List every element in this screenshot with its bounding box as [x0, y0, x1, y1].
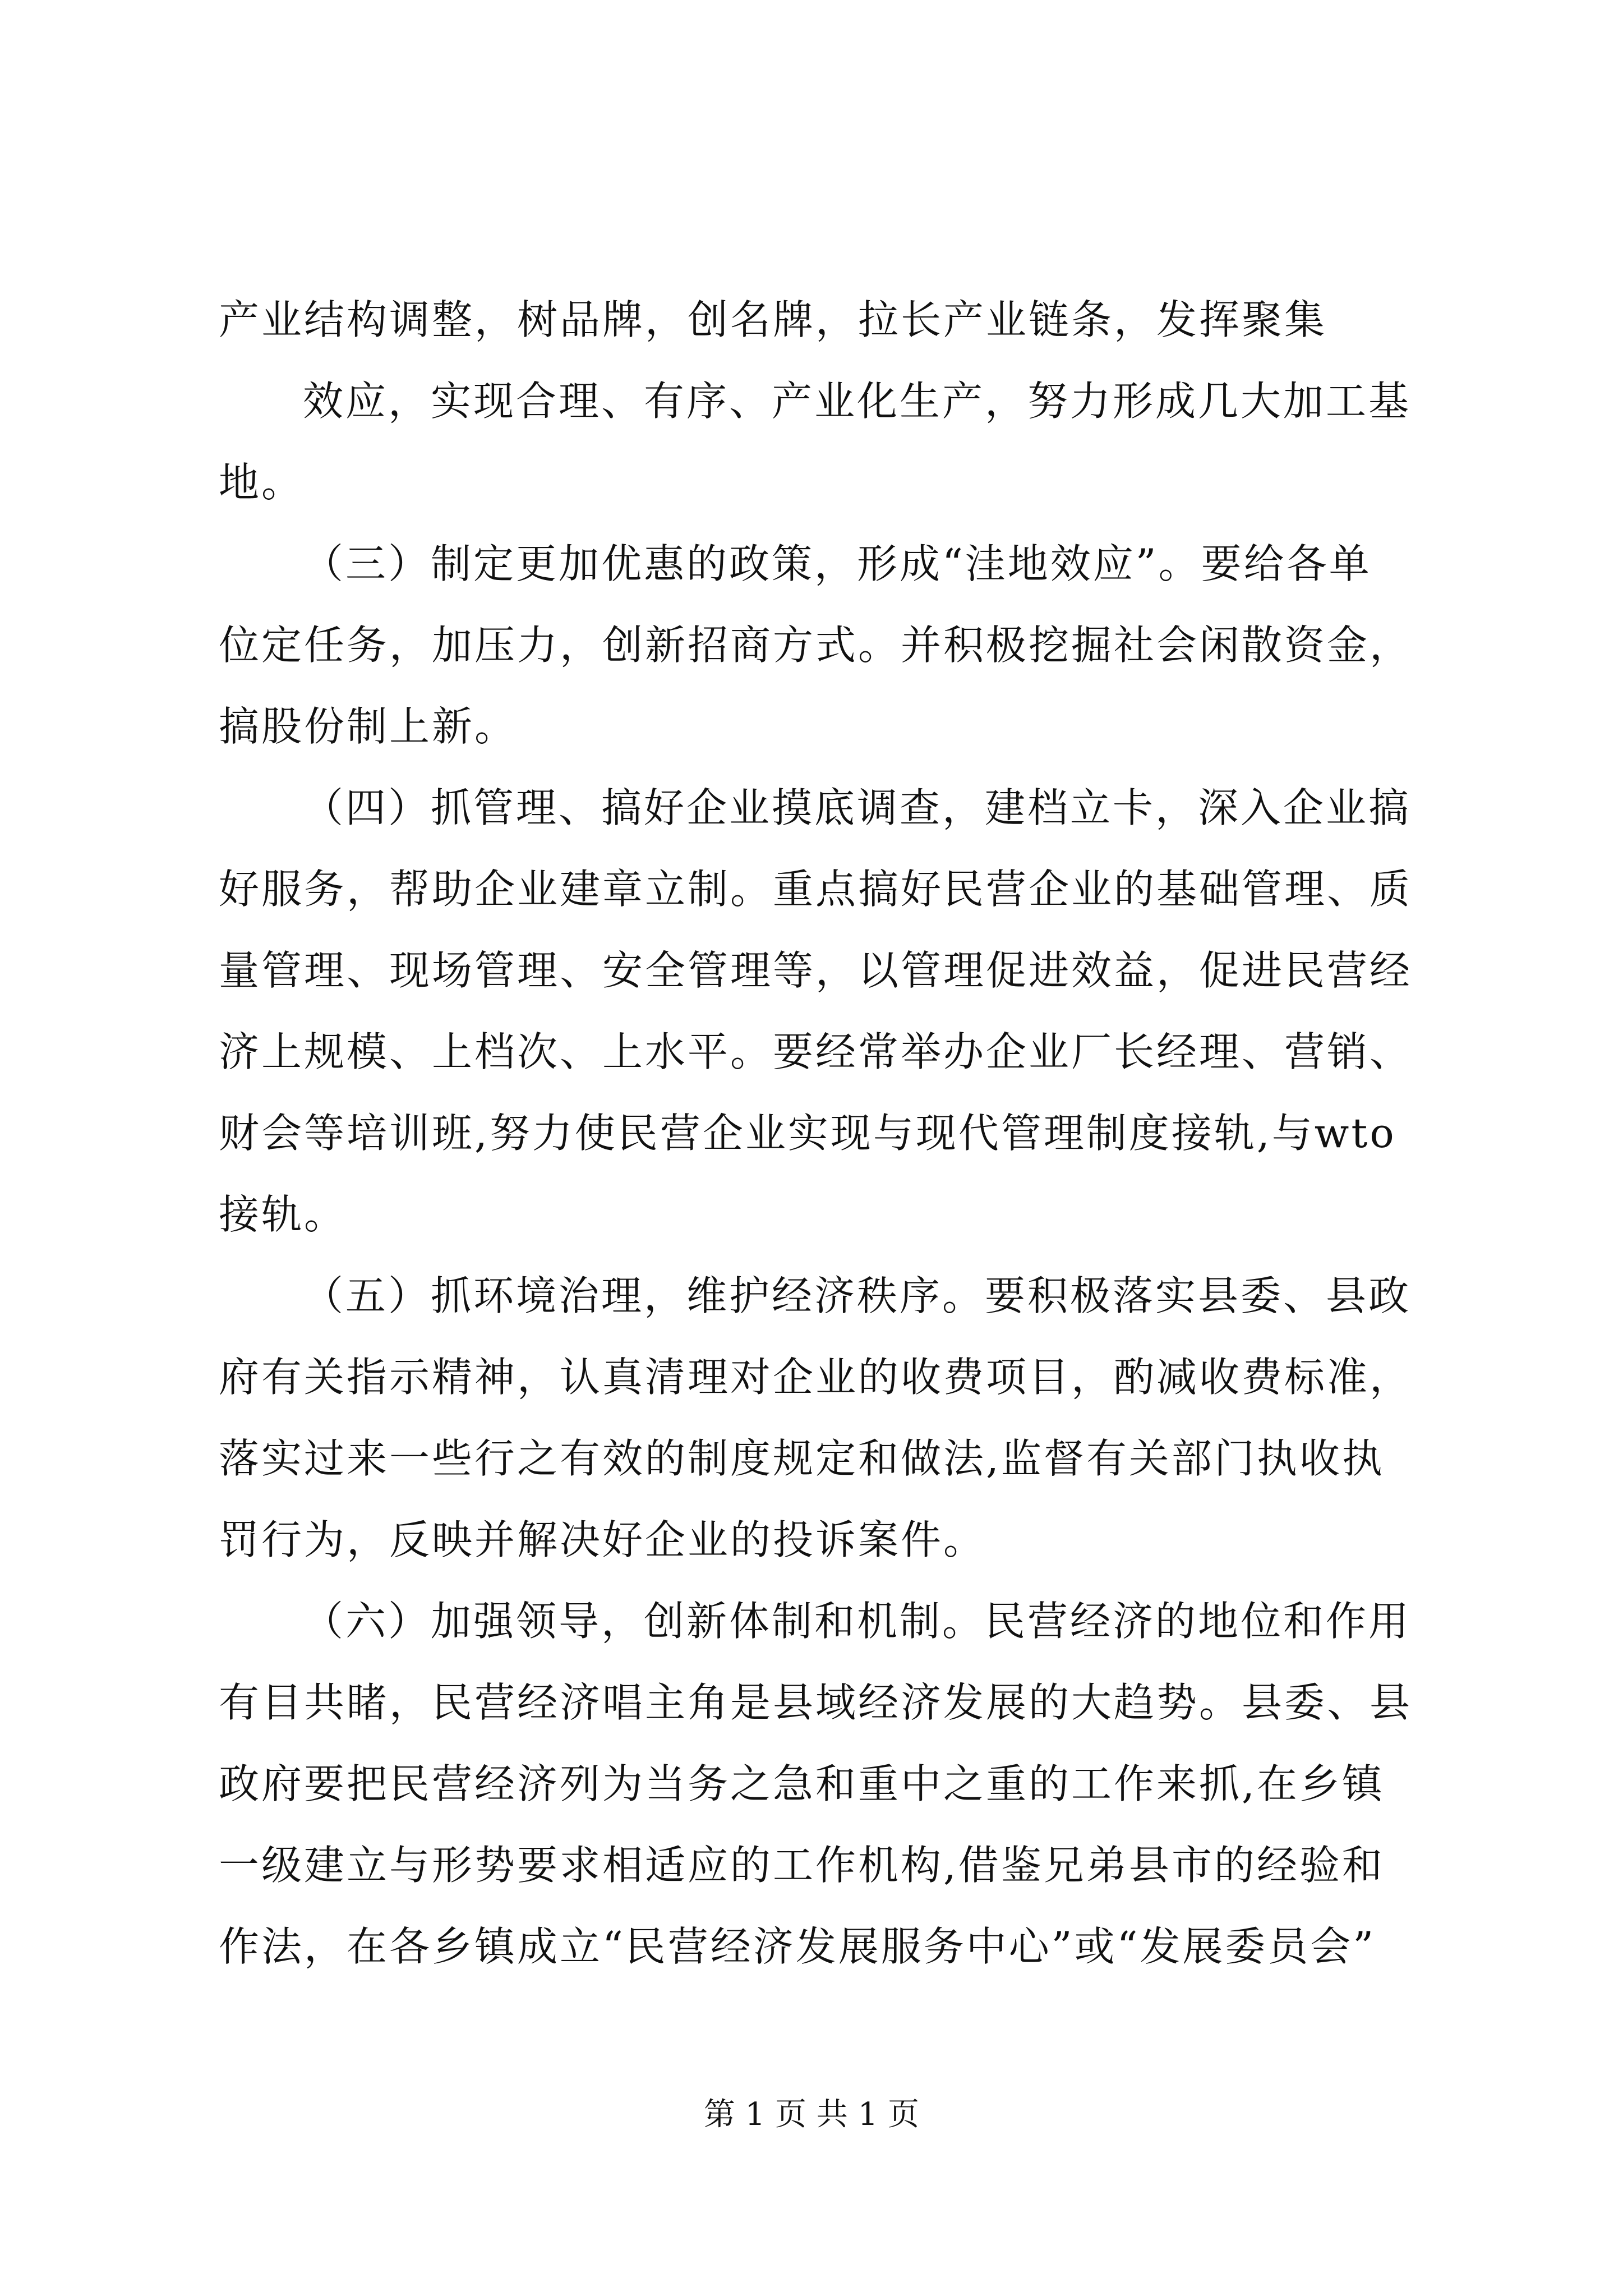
text-line: 产业结构调整，树品牌，创名牌，拉长产业链条，发挥聚集 — [219, 296, 1327, 343]
text-line: 作法，在各乡镇成立“民营经济发展服务中心”或“发展委员会” — [219, 1923, 1376, 1970]
text-line: 罚行为，反映并解决好企业的投诉案件。 — [219, 1516, 986, 1563]
text-line: 落实过来一些行之有效的制度规定和做法,监督有关部门执收执 — [219, 1435, 1385, 1482]
text-line: 地。 — [219, 459, 305, 506]
text-line: （五）抓环境治理，维护经济秩序。要积极落实县委、县政 — [303, 1272, 1412, 1319]
text-line: 济上规模、上档次、上水平。要经常举办企业厂长经理、营销、 — [219, 1028, 1413, 1075]
text-line: 府有关指示精神，认真清理对企业的收费项目，酌减收费标准， — [219, 1354, 1413, 1401]
text-line: 效应，实现合理、有序、产业化生产，努力形成几大加工基 — [303, 378, 1412, 425]
text-line: 位定任务，加压力，创新招商方式。并积极挖掘社会闲散资金， — [219, 622, 1413, 669]
text-line: 接轨。 — [219, 1191, 347, 1238]
text-line: 搞股份制上新。 — [219, 703, 518, 750]
page-number-footer: 第 1 页 共 1 页 — [703, 2096, 920, 2133]
text-line: 政府要把民营经济列为当务之急和重中之重的工作来抓,在乡镇 — [219, 1760, 1385, 1807]
text-line: （四）抓管理、搞好企业摸底调查，建档立卡，深入企业搞 — [303, 784, 1412, 831]
text-line: （六）加强领导，创新体制和机制。民营经济的地位和作用 — [303, 1598, 1412, 1645]
text-line: 好服务，帮助企业建章立制。重点搞好民营企业的基础管理、质 — [219, 866, 1413, 913]
text-line: 一级建立与形势要求相适应的工作机构,借鉴兄弟县市的经验和 — [219, 1842, 1385, 1889]
text-line: 量管理、现场管理、安全管理等，以管理促进效益，促进民营经 — [219, 947, 1413, 994]
text-line: 有目共睹，民营经济唱主角是县域经济发展的大趋势。县委、县 — [219, 1679, 1413, 1726]
text-line: （三）制定更加优惠的政策，形成“洼地效应”。要给各单 — [303, 540, 1372, 587]
text-line: 财会等培训班,努力使民营企业实现与现代管理制度接轨,与wto — [219, 1110, 1396, 1157]
